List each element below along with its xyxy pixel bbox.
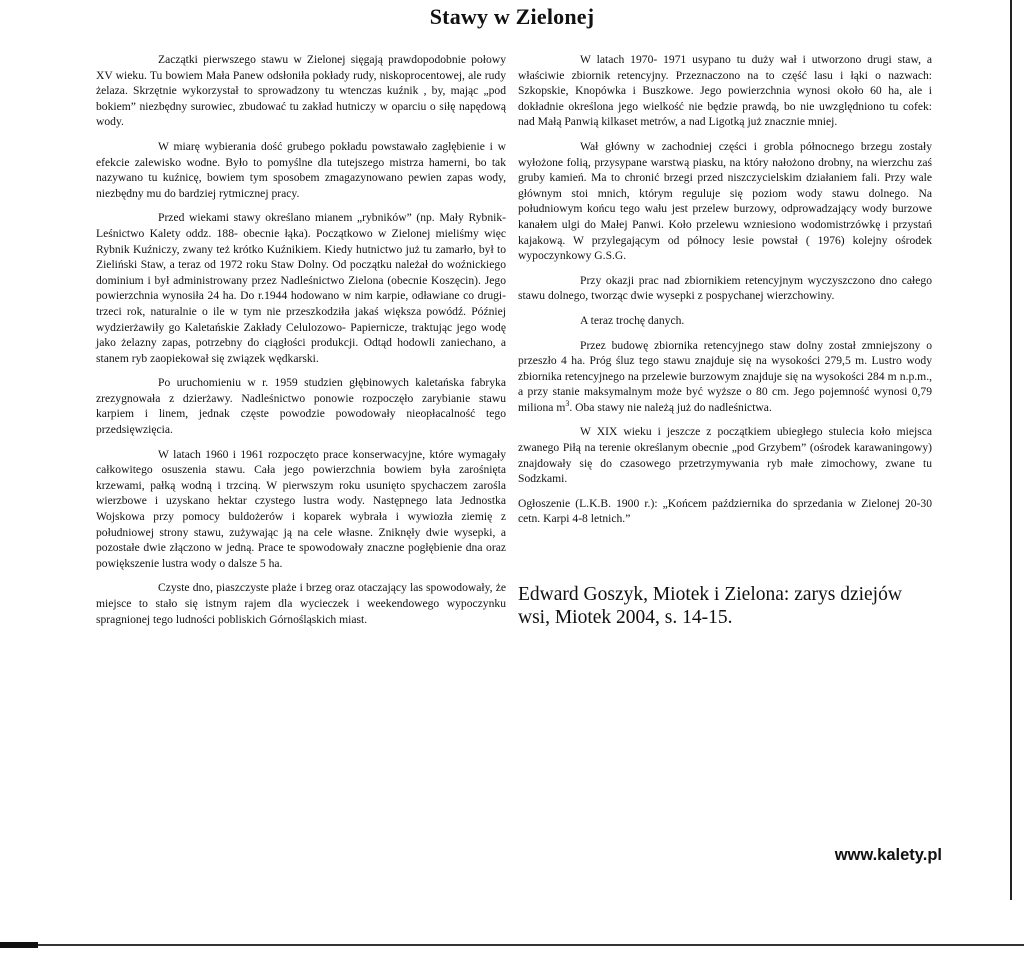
paragraph: Po uruchomieniu w r. 1959 studzien głębinowych kaletańska fabryka zrezygnowała z dzierżawy. Nadleśnictwo ponowie rozpoczęło zarybianie stawu karpiem i linem, jednak częste powodzie powodowały nieopłacalność tego przedsięwzięcia.	[96, 376, 506, 437]
right-column	[518, 52, 932, 638]
bottom-rule	[0, 944, 1024, 946]
bottom-rule-mark	[0, 942, 38, 948]
paragraph: Przed wiekami stawy określano mianem „rybników” (np. Mały Rybnik- Leśnictwo Kalety oddz. 188- obecnie łąka). Początkowo w Zielonej mieliśmy więc Rybnik Kuźniczy, zwany też krótko Kuźnikiem. Kiedy hutnictwo już tu zamarło, był to Zieliński Staw, a teraz od 1972 roku Staw Dolny. Od początku należał do woźnickiego dominium i był administrowany przez Nadleśnictwo Zielona (obecnie Koszęcin). Jego powierzchnia wynosiła 24 ha. Do r.1944 hodowano w nim karpie, odławiane co drugi- trzeci rok, naturalnie o ile w tym nie przeszkodziła jakaś większa powódź. Później wydzierżawiły go Kaletańskie Zakłady Celulozowo- Papiernicze, traktując jego wodę jako żelazny zapas, potrzebny do ciągłości produkcji. Odtąd hodowli zaniechano, a stanem ryb zaopiekował się związek wędkarski.	[96, 211, 506, 365]
left-column	[96, 52, 506, 636]
paragraph-announcement: Ogłoszenie (L.K.B. 1900 r.): „Końcem października do sprzedania w Zielonej 20-30 cetn. Karpi 4-8 letnich.”	[518, 496, 932, 526]
paragraph: Przy okazji prac nad zbiornikiem retencyjnym wyczyszczono dno całego stawu dolnego, tworząc dwie wysepki z pospychanej wierzchowiny.	[518, 273, 932, 303]
source-citation: Edward Goszyk, Miotek i Zielona: zarys dziejów wsi, Miotek 2004, s. 14-15.	[518, 584, 902, 629]
paragraph: Wał główny w zachodniej części i grobla północnego brzegu zostały wyłożone folią, przysypane warstwą piasku, na który nałożono drobny, na wierzchu zaś gruby kamień. Ma to chronić brzegi przed niszczycielskim działaniem fali. Przy wale głównym stoi mnich, którym reguluje się poziom wody stawu dolnego. Na południowym końcu tego wału jest przelew burzowy, odprowadzający wody burzowe kanałem ulgi do Małej Panwi. Koło przelewu wzniesiono wodomistrzówkę i przystań kajakową. W przylegającym od północy lesie powstał ( 1976) kolejny ośrodek wypoczynkowy G.S.G.	[518, 139, 932, 263]
paragraph: W latach 1960 i 1961 rozpoczęto prace konserwacyjne, które wymagały całkowitego osuszenia stawu. Cała jego powierzchnia bowiem była zarośnięta krzewami, pałką wodną i trzciną. W pierwszym roku usunięto spychaczem zarośla wierzbowe i uzyskano hektar czystego lustra wody. Następnego lata Jednostka Wojskowa przy pomocy buldożerów i koparek wybrała i wywiozła ziemię z południowej strony stawu, zużywając ją na cele własne. Zniknęły dwie wysepki, a pozostałe dwie złączono w jedną. Prace te spowodowały znaczne pogłębienie dna oraz powiększenie lustra wody o dalsze 5 ha.	[96, 447, 506, 570]
paragraph-text: Przez budowę zbiornika retencyjnego staw dolny został zmniejszony o przeszło 4 ha. Próg śluz tego stawu znajduje się na wysokości 279,5 m. Lustro wody zbiornika retencyjnego na przelewie burzowym znajduje się na wysokości 284 m n.p.m., a przy stanie maksymalnym może być wyższe o 80 cm. Jego pojemność wynosi 0,79 miliona m	[518, 338, 932, 414]
paragraph: Czyste dno, piaszczyste plaże i brzeg oraz otaczający las spowodowały, że miejsce to stało się istnym rajem dla wycieczek i weekendowego wypoczynku spragnionej tego ludności pobliskich Górnośląskich miast.	[96, 581, 506, 626]
paragraph: A teraz trochę danych.	[580, 313, 685, 327]
paragraph: W XIX wieku i jeszcze z początkiem ubiegłego stulecia koło miejsca zwanego Piłą na terenie określanym obecnie „pod Grzybem” (ośrodek karawaningowy) znajdowały się do czasowego przetrzymywania ryb małe zimochowy, zwane tu Sodzkami.	[518, 425, 932, 486]
paragraph-text-tail: . Oba stawy nie należą już do nadleśnictwa.	[569, 400, 772, 414]
paragraph: W miarę wybierania dość grubego pokładu powstawało zagłębienie i w efekcie zalewisko wodne. Było to pomyślne dla tutejszego mistrza hamerni, bo tak nazywano tu kuźnicę, bowiem tym sposobem zmagazynowano pewien zapas wody, niezbędny mu do bardziej rytmicznej pracy.	[96, 139, 506, 200]
paragraph: Zaczątki pierwszego stawu w Zielonej sięgają prawdopodobnie połowy XV wieku. Tu bowiem Mała Panew odsłoniła pokłady rudy, niskoprocentowej, ale rudy żelaza. Skrzętnie wykorzystał to sprowadzony tu wtenczas kuźnik , by, mając „pod bokiem” niezbędny surowiec, zbudować tu zakład hutniczy w oparciu o siłę napędową wody.	[96, 53, 506, 129]
page-title: Stawy w Zielonej	[429, 4, 595, 29]
site-url: www.kalety.pl	[834, 846, 942, 864]
scan-edge-line	[1010, 0, 1012, 900]
paragraph	[518, 338, 932, 416]
superscript: 3	[565, 399, 570, 409]
paragraph: W latach 1970- 1971 usypano tu duży wał i utworzono drugi staw, a właściwie zbiornik retencyjny. Przeznaczono na to część lasu i łąki o nazwach: Szkopskie, Knopówka i Buszkowe. Jego powierzchnia wynosi około 60 ha, ale i dokładnie określona jego wielkość nie będzie prawdą, bo nie uwzględniono tu cofek: nad Małą Panwią kilkaset metrów, a nad Ligotką już znacznie mniej.	[518, 53, 932, 129]
